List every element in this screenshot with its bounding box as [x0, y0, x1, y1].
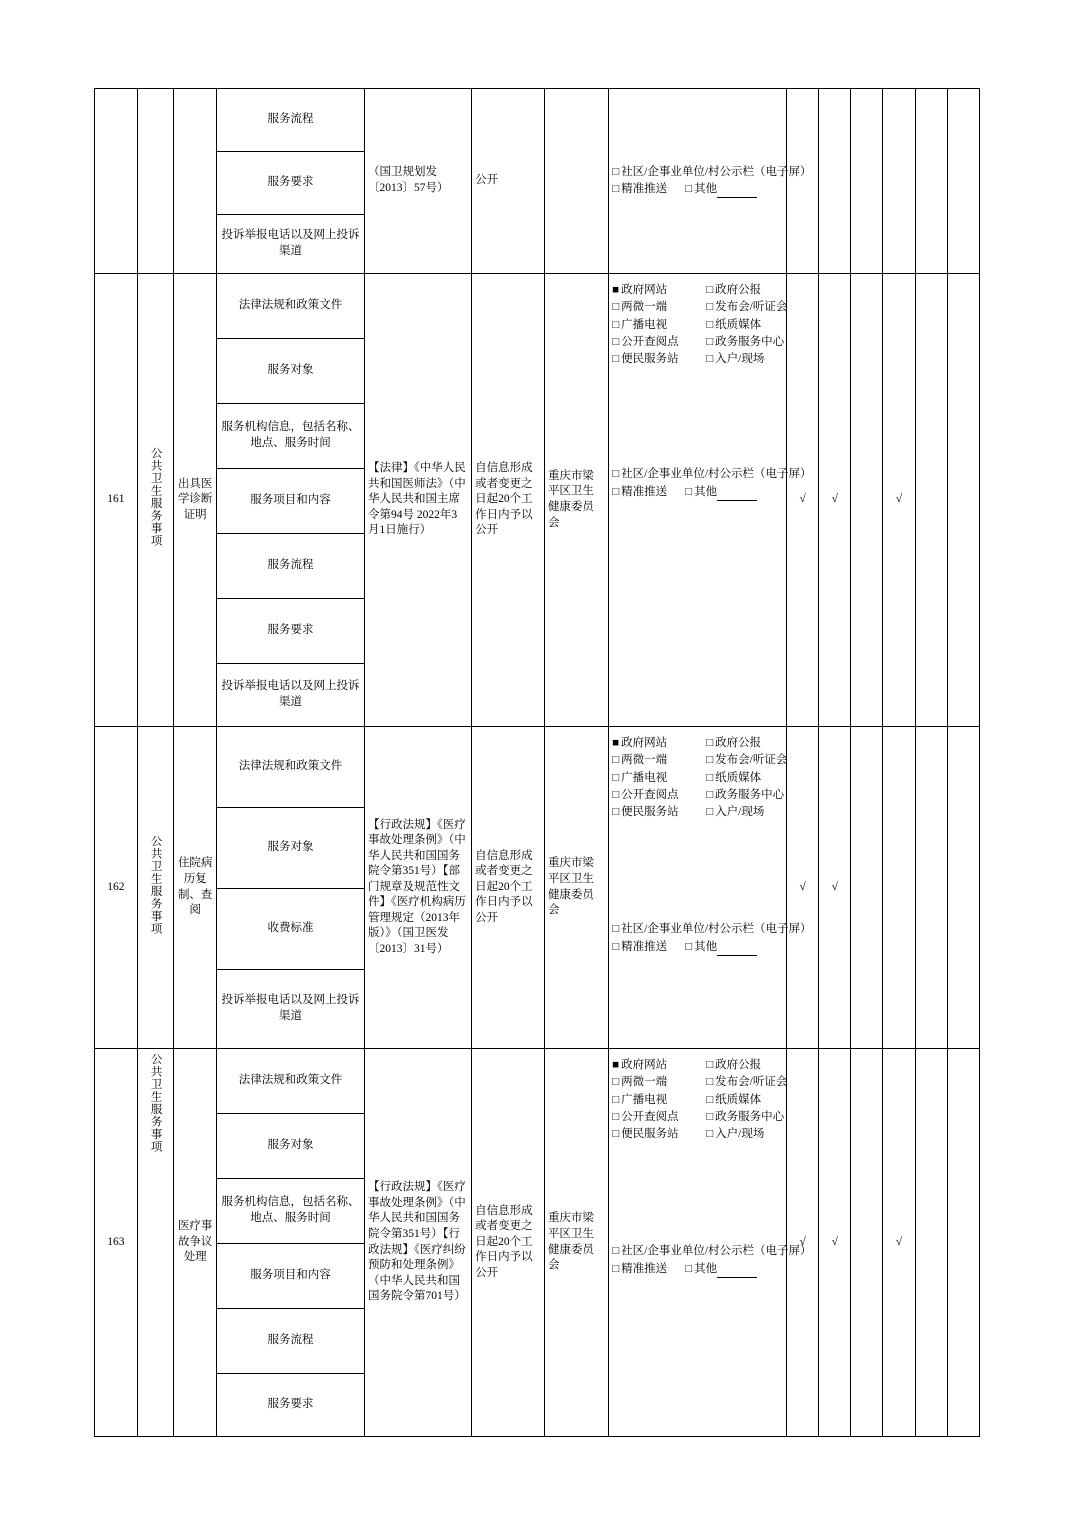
way-gov-site[interactable]: ■ 政府网站: [612, 282, 696, 299]
sub-item-label: 服务流程: [217, 1309, 365, 1374]
other-underline: [717, 1266, 757, 1278]
sub-item-label: 投诉举报电话以及网上投诉渠道: [217, 970, 365, 1049]
mark-col-2: √: [819, 1049, 851, 1437]
sub-item-label: 投诉举报电话以及网上投诉渠道: [217, 215, 365, 274]
table-row: [95, 274, 980, 339]
sub-item-label: 服务机构信息，包括名称、地点、服务时间: [217, 1179, 365, 1244]
way-gov-service-center[interactable]: □ 政务服务中心: [706, 334, 778, 351]
row-index: [95, 89, 138, 274]
way-community-board[interactable]: □ 社区/企事业单位/村公示栏（电子屏）: [612, 1243, 783, 1260]
time-limit: 自信息形成或者变更之日起20个工作日内予以公开: [472, 727, 545, 1049]
sub-item-label: 服务要求: [217, 1374, 365, 1437]
way-broadcast-tv[interactable]: □ 广播电视: [612, 1092, 696, 1109]
way-gov-gazette[interactable]: □ 政府公报: [706, 1057, 778, 1074]
row-index: 161: [95, 274, 138, 727]
row-index: 163: [95, 1049, 138, 1437]
table-row: [95, 89, 980, 152]
sub-item-label: 服务对象: [217, 808, 365, 889]
mark-col-4: √: [883, 274, 915, 727]
mark-col-5: [915, 1049, 947, 1437]
way-paper-media[interactable]: □ 纸质媒体: [706, 770, 778, 787]
row-category-text: 公共卫生服务事项: [149, 834, 162, 935]
mark-col-2: √: [819, 274, 851, 727]
way-gov-gazette[interactable]: □ 政府公报: [706, 282, 778, 299]
way-gov-gazette[interactable]: □ 政府公报: [706, 735, 778, 752]
way-paper-media[interactable]: □ 纸质媒体: [706, 317, 778, 334]
mark-col-5: [915, 727, 947, 1049]
way-gov-site[interactable]: ■ 政府网站: [612, 735, 696, 752]
row-category: [137, 727, 173, 1049]
sub-item-label: 服务流程: [217, 534, 365, 599]
sub-item-label: 服务要求: [217, 599, 365, 664]
way-door-to-door[interactable]: □ 入户/现场: [706, 351, 778, 368]
responsible-organ: 重庆市梁平区卫生健康委员会: [544, 274, 608, 727]
responsible-organ: 重庆市梁平区卫生健康委员会: [544, 727, 608, 1049]
disclosure-table: [94, 88, 980, 1437]
disclosure-ways: [609, 89, 812, 274]
time-limit: 自信息形成或者变更之日起20个工作日内予以公开: [472, 274, 545, 727]
way-door-to-door[interactable]: □ 入户/现场: [706, 1126, 778, 1143]
way-two-wei-one-end[interactable]: □ 两微一端: [612, 752, 696, 769]
row-category: [137, 274, 173, 727]
row-index: 162: [95, 727, 138, 1049]
mark-col-6: [947, 727, 979, 1049]
row-item: 出具医学诊断证明: [174, 274, 217, 727]
mark-col-5: [915, 89, 947, 274]
way-convenience-station[interactable]: □ 便民服务站: [612, 1126, 696, 1143]
way-precise-push[interactable]: □ 精准推送: [612, 1261, 667, 1278]
legal-basis: 【行政法规】《医疗事故处理条例》（中华人民共和国国务院令第351号）【部门规章及规范性文件】《医疗机构病历管理规定（2013年版）》（国卫医发〔2013〕31号）: [364, 727, 471, 1049]
way-press-conference[interactable]: □ 发布会/听证会: [706, 299, 778, 316]
other-underline: [717, 186, 757, 198]
way-convenience-station[interactable]: □ 便民服务站: [612, 351, 696, 368]
responsible-organ: [544, 89, 608, 274]
disclosure-ways: [609, 727, 812, 1049]
mark-col-2: √: [819, 727, 851, 1049]
sub-item-label: 服务项目和内容: [217, 469, 365, 534]
legal-basis: （国卫规划发〔2013〕57号）: [364, 89, 471, 274]
sub-item-label: 投诉举报电话以及网上投诉渠道: [217, 664, 365, 727]
legal-basis: 【法律】《中华人民共和国医师法》（中华人民共和国主席令第94号 2022年3月1日施行）: [364, 274, 471, 727]
way-gov-service-center[interactable]: □ 政务服务中心: [706, 1109, 778, 1126]
way-broadcast-tv[interactable]: □ 广播电视: [612, 770, 696, 787]
way-other[interactable]: □ 其他: [685, 939, 757, 956]
mark-col-1: √: [787, 274, 819, 727]
way-public-reading[interactable]: □ 公开查阅点: [612, 1109, 696, 1126]
sub-item-label: 服务流程: [217, 89, 365, 152]
disclosure-ways: [609, 274, 812, 727]
way-press-conference[interactable]: □ 发布会/听证会: [706, 1074, 778, 1091]
way-press-conference[interactable]: □ 发布会/听证会: [706, 752, 778, 769]
row-category-text: 公共卫生服务事项: [149, 447, 162, 548]
mark-col-3: [851, 89, 883, 274]
way-precise-push[interactable]: □ 精准推送: [612, 939, 667, 956]
mark-col-5: [915, 274, 947, 727]
way-convenience-station[interactable]: □ 便民服务站: [612, 804, 696, 821]
sub-item-label: 收费标准: [217, 889, 365, 970]
sub-item-label: 法律法规和政策文件: [217, 274, 365, 339]
row-category-text: 公共卫生服务事项: [149, 1053, 162, 1153]
row-category: [137, 1049, 173, 1437]
time-limit: 公开: [472, 89, 545, 274]
sub-item-label: 服务对象: [217, 339, 365, 404]
way-two-wei-one-end[interactable]: □ 两微一端: [612, 299, 696, 316]
disclosure-ways: [609, 1049, 812, 1437]
sub-item-label: 法律法规和政策文件: [217, 1049, 365, 1114]
sub-item-label: 服务项目和内容: [217, 1244, 365, 1309]
way-paper-media[interactable]: □ 纸质媒体: [706, 1092, 778, 1109]
way-gov-service-center[interactable]: □ 政务服务中心: [706, 787, 778, 804]
mark-col-2: [819, 89, 851, 274]
sub-item-label: 法律法规和政策文件: [217, 727, 365, 808]
responsible-organ: 重庆市梁平区卫生健康委员会: [544, 1049, 608, 1437]
way-community-board[interactable]: □ 社区/企事业单位/村公示栏（电子屏）: [612, 164, 783, 181]
mark-col-4: [883, 727, 915, 1049]
row-item: 住院病历复制、查阅: [174, 727, 217, 1049]
row-item: 医疗事故争议处理: [174, 1049, 217, 1437]
other-underline: [717, 489, 757, 501]
row-item: [174, 89, 217, 274]
way-other[interactable]: □ 其他: [685, 484, 757, 501]
mark-col-3: [851, 274, 883, 727]
table-row: [95, 1049, 980, 1114]
way-two-wei-one-end[interactable]: □ 两微一端: [612, 1074, 696, 1091]
mark-col-4: [883, 89, 915, 274]
mark-col-4: √: [883, 1049, 915, 1437]
way-precise-push[interactable]: □ 精准推送: [612, 181, 667, 198]
mark-col-6: [947, 89, 979, 274]
other-underline: [717, 944, 757, 956]
mark-col-3: [851, 727, 883, 1049]
way-community-board[interactable]: □ 社区/企事业单位/村公示栏（电子屏）: [612, 466, 783, 483]
way-gov-site[interactable]: ■ 政府网站: [612, 1057, 696, 1074]
way-other[interactable]: □ 其他: [685, 1261, 757, 1278]
way-public-reading[interactable]: □ 公开查阅点: [612, 787, 696, 804]
sub-item-label: 服务机构信息，包括名称、地点、服务时间: [217, 404, 365, 469]
way-broadcast-tv[interactable]: □ 广播电视: [612, 317, 696, 334]
mark-col-3: [851, 1049, 883, 1437]
legal-basis: 【行政法规】《医疗事故处理条例》（中华人民共和国国务院令第351号）【行政法规】《医疗纠纷预防和处理条例》（中华人民共和国国务院令第701号）: [364, 1049, 471, 1437]
time-limit: 自信息形成或者变更之日起20个工作日内予以公开: [472, 1049, 545, 1437]
table-row: [95, 727, 980, 808]
mark-col-1: √: [787, 1049, 819, 1437]
mark-col-6: [947, 1049, 979, 1437]
sub-item-label: 服务要求: [217, 152, 365, 215]
sub-item-label: 服务对象: [217, 1114, 365, 1179]
row-category: [137, 89, 173, 274]
way-precise-push[interactable]: □ 精准推送: [612, 484, 667, 501]
mark-col-1: √: [787, 727, 819, 1049]
way-public-reading[interactable]: □ 公开查阅点: [612, 334, 696, 351]
way-other[interactable]: □ 其他: [685, 181, 757, 198]
mark-col-1: [787, 89, 819, 274]
mark-col-6: [947, 274, 979, 727]
way-door-to-door[interactable]: □ 入户/现场: [706, 804, 778, 821]
way-community-board[interactable]: □ 社区/企事业单位/村公示栏（电子屏）: [612, 921, 783, 938]
